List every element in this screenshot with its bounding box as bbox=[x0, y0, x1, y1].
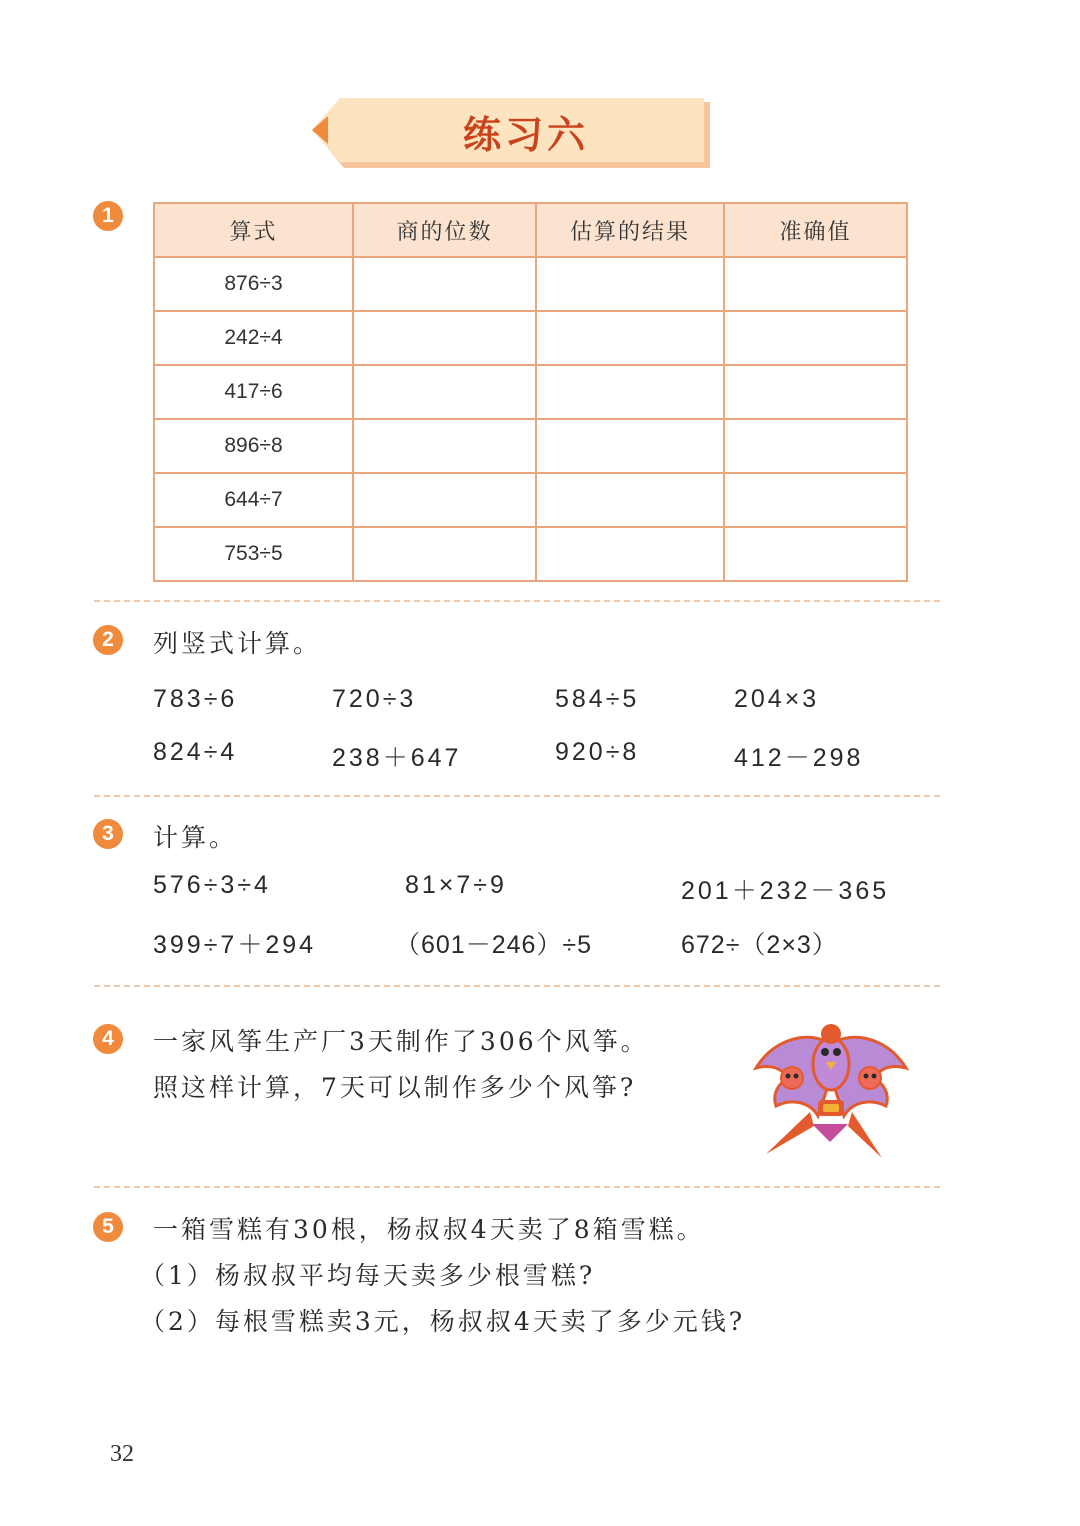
header-expression: 算式 bbox=[154, 203, 353, 257]
answer-cell[interactable] bbox=[724, 311, 907, 365]
expression-cell: 417÷6 bbox=[154, 365, 353, 419]
expression-item: 576÷3÷4 bbox=[153, 871, 271, 899]
table-row bbox=[154, 257, 907, 311]
table-header-row bbox=[154, 203, 907, 257]
question-5-line-1: 一箱雪糕有30根，杨叔叔4天卖了8箱雪糕。 bbox=[153, 1215, 705, 1244]
expression-item: 584÷5 bbox=[555, 685, 640, 713]
question-number-4: 4 bbox=[93, 1024, 123, 1054]
expression-cell: 753÷5 bbox=[154, 527, 353, 581]
expression-item: （601－246）÷5 bbox=[395, 931, 593, 959]
answer-cell[interactable] bbox=[536, 365, 724, 419]
question-2-prompt: 列竖式计算。 bbox=[153, 629, 322, 658]
question-4-line-1: 一家风筝生产厂3天制作了306个风筝。 bbox=[153, 1027, 649, 1056]
answer-cell[interactable] bbox=[724, 473, 907, 527]
table-row bbox=[154, 473, 907, 527]
question-5-sub-1: （1）杨叔叔平均每天卖多少根雪糕? bbox=[140, 1261, 596, 1290]
answer-cell[interactable] bbox=[724, 365, 907, 419]
kite-illustration bbox=[752, 1020, 910, 1160]
answer-cell[interactable] bbox=[536, 257, 724, 311]
table-row bbox=[154, 527, 907, 581]
question-4-line-2: 照这样计算，7天可以制作多少个风筝? bbox=[153, 1073, 637, 1102]
header-quotient-digits: 商的位数 bbox=[353, 203, 536, 257]
answer-cell[interactable] bbox=[353, 311, 536, 365]
expression-item: 783÷6 bbox=[153, 685, 238, 713]
question-number-1: 1 bbox=[93, 201, 123, 231]
expression-item: 720÷3 bbox=[332, 685, 417, 713]
answer-cell[interactable] bbox=[353, 257, 536, 311]
expression-item: 672÷（2×3） bbox=[681, 931, 838, 959]
answer-cell[interactable] bbox=[536, 311, 724, 365]
expression-item: 824÷4 bbox=[153, 738, 238, 766]
expression-item: 412－298 bbox=[734, 744, 864, 772]
answer-cell[interactable] bbox=[536, 527, 724, 581]
answer-cell[interactable] bbox=[353, 473, 536, 527]
answer-cell[interactable] bbox=[353, 527, 536, 581]
expression-item: 238＋647 bbox=[332, 744, 462, 772]
header-estimate: 估算的结果 bbox=[536, 203, 724, 257]
table-row bbox=[154, 365, 907, 419]
expression-item: 204×3 bbox=[734, 685, 820, 713]
question-number-2: 2 bbox=[93, 625, 123, 655]
section-divider bbox=[94, 795, 940, 797]
answer-cell[interactable] bbox=[724, 257, 907, 311]
expression-cell: 896÷8 bbox=[154, 419, 353, 473]
header-exact-value: 准确值 bbox=[724, 203, 907, 257]
question-number-3: 3 bbox=[93, 819, 123, 849]
expression-item: 81×7÷9 bbox=[405, 871, 507, 899]
answer-cell[interactable] bbox=[724, 527, 907, 581]
answer-cell[interactable] bbox=[353, 419, 536, 473]
table-row bbox=[154, 311, 907, 365]
estimation-table bbox=[153, 202, 908, 582]
section-divider bbox=[94, 1186, 940, 1188]
page-title: 练习六 bbox=[462, 111, 589, 157]
expression-item: 920÷8 bbox=[555, 738, 640, 766]
answer-cell[interactable] bbox=[536, 473, 724, 527]
question-3-prompt: 计算。 bbox=[153, 823, 238, 852]
expression-cell: 242÷4 bbox=[154, 311, 353, 365]
expression-item: 201＋232－365 bbox=[681, 877, 890, 905]
answer-cell[interactable] bbox=[353, 365, 536, 419]
expression-item: 399÷7＋294 bbox=[153, 931, 317, 959]
table-row bbox=[154, 419, 907, 473]
title-banner bbox=[312, 98, 710, 168]
expression-cell: 876÷3 bbox=[154, 257, 353, 311]
question-5-sub-2: （2）每根雪糕卖3元，杨叔叔4天卖了多少元钱? bbox=[140, 1307, 746, 1336]
section-divider bbox=[94, 985, 940, 987]
answer-cell[interactable] bbox=[536, 419, 724, 473]
question-number-5: 5 bbox=[93, 1212, 123, 1242]
expression-cell: 644÷7 bbox=[154, 473, 353, 527]
page-number: 32 bbox=[110, 1441, 134, 1467]
section-divider bbox=[94, 600, 940, 602]
answer-cell[interactable] bbox=[724, 419, 907, 473]
